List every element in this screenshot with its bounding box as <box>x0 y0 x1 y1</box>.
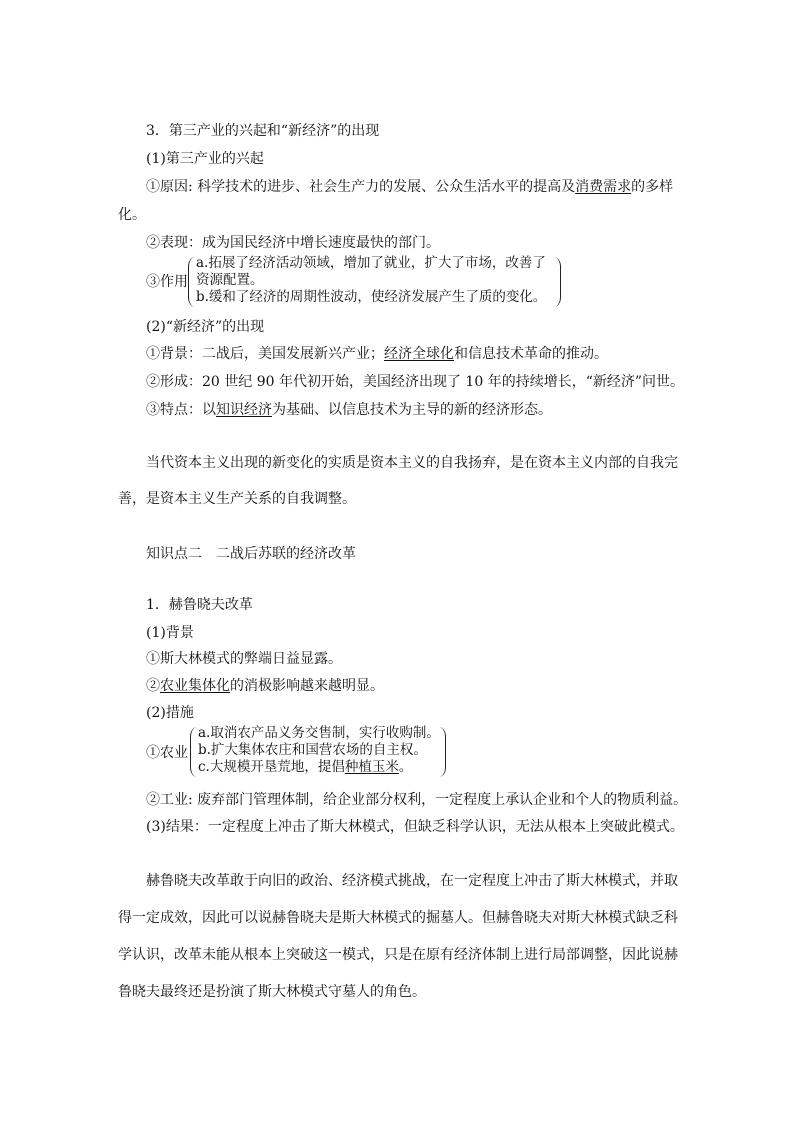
effect-block <box>146 255 576 310</box>
feature-text-end: 为基础、以信息技术为主导的新的经济形态。 <box>272 402 552 418</box>
feature-underlined-term: 知识经济 <box>216 402 272 418</box>
agriculture-c <box>198 759 412 776</box>
cause-line-continued: 化。 <box>118 207 146 223</box>
summary-paragraph-2-line1: 赫鲁晓夫改革敢于向旧的政治、经济模式挑战，在一定程度上冲击了斯大林模式，并取 <box>146 873 678 889</box>
subsection-measures: (2)措施 <box>146 705 194 721</box>
agriculture-block <box>146 725 456 780</box>
cause-text: ①原因: 科学技术的进步、社会生产力的发展、公众生活水平的提高及 <box>146 179 576 195</box>
subsection-new-economy: (2)“新经济”的出现 <box>146 319 265 335</box>
performance-line: ②表现：成为国民经济中增长速度最快的部门。 <box>146 235 440 251</box>
summary-paragraph-2-line3: 学认识，改革未能从根本上突破这一模式，只是在原有经济体制上进行局部调整，因此说赫 <box>118 947 678 963</box>
effect-a-line1: a.拓展了经济活动领域，增加了就业，扩大了市场，改善了 <box>196 255 546 271</box>
agriculture-label: ①农业 <box>146 745 188 761</box>
agriculture-c-text: c.大规模开垦荒地，提倡 <box>198 759 345 775</box>
cause-text-end: 的多样 <box>631 179 674 195</box>
section-3-heading: 3．第三产业的兴起和“新经济”的出现 <box>146 123 380 139</box>
effect-b-line: b.缓和了经济的周期性波动，使经济发展产生了质的变化。 <box>196 289 547 305</box>
effect-label: ③作用 <box>146 274 188 290</box>
summary-paragraph-2-line2: 得一定成效，因此可以说赫鲁晓夫是斯大林模式的掘墓人。但赫鲁晓夫对斯大林模式缺乏科 <box>118 910 678 926</box>
subsection-rise-tertiary: (1)第三产业的兴起 <box>146 151 264 167</box>
background-text: ①背景：二战后，美国发展新兴产业； <box>146 346 384 362</box>
right-brace <box>439 727 446 777</box>
background-item-2 <box>146 677 384 695</box>
subsection-background: (1)背景 <box>146 625 194 641</box>
result-line: (3)结果：一定程度上冲击了斯大林模式，但缺乏科学认识，无法从根本上突破此模式。 <box>146 819 684 835</box>
background-item-2-marker: ② <box>146 678 160 694</box>
background-item-1: ①斯大林模式的弊端日益显露。 <box>146 651 342 667</box>
cause-underlined-term: 消费需求 <box>575 179 632 195</box>
agriculture-a: a.取消农产品义务交售制，实行收购制。 <box>198 725 440 741</box>
agriculture-b: b.扩大集体农庄和国营农场的自主权。 <box>198 742 427 758</box>
cause-line <box>146 178 673 196</box>
knowledge-point-2-title: 知识点二 二战后苏联的经济改革 <box>146 546 356 562</box>
background-item-2-underlined-term: 农业集体化 <box>160 678 230 694</box>
feature-text: ③特点：以 <box>146 402 216 418</box>
effect-a-line2: 资源配置。 <box>196 272 264 288</box>
agriculture-c-underlined-term: 种植玉米 <box>344 759 399 775</box>
background-text-end: 和信息技术革命的推动。 <box>454 346 608 362</box>
left-brace <box>188 257 195 307</box>
summary-paragraph-1-line1: 当代资本主义出现的新变化的实质是资本主义的自我扬弃，是在资本主义内部的自我完 <box>146 455 678 471</box>
formation-line: ②形成：20 世纪 90 年代初开始，美国经济出现了 10 年的持续增长，“新经济”问世。 <box>146 374 685 390</box>
feature-line <box>146 401 552 419</box>
right-brace <box>554 257 561 307</box>
summary-paragraph-1-line2: 善，是资本主义生产关系的自我调整。 <box>118 491 356 507</box>
industry-line: ②工业: 废弃部门管理体制，给企业部分权利，一定程度上承认企业和个人的物质利益。 <box>146 792 688 808</box>
background-item-2-text: 的消极影响越来越明显。 <box>230 678 384 694</box>
summary-paragraph-2-line4: 鲁晓夫最终还是扮演了斯大林模式守墓人的角色。 <box>118 984 426 1000</box>
background-underlined-term: 经济全球化 <box>384 346 454 362</box>
section-1-heading: 1．赫鲁晓夫改革 <box>146 597 253 613</box>
agriculture-c-end: 。 <box>398 759 413 775</box>
left-brace <box>190 727 197 777</box>
background-line <box>146 345 608 363</box>
